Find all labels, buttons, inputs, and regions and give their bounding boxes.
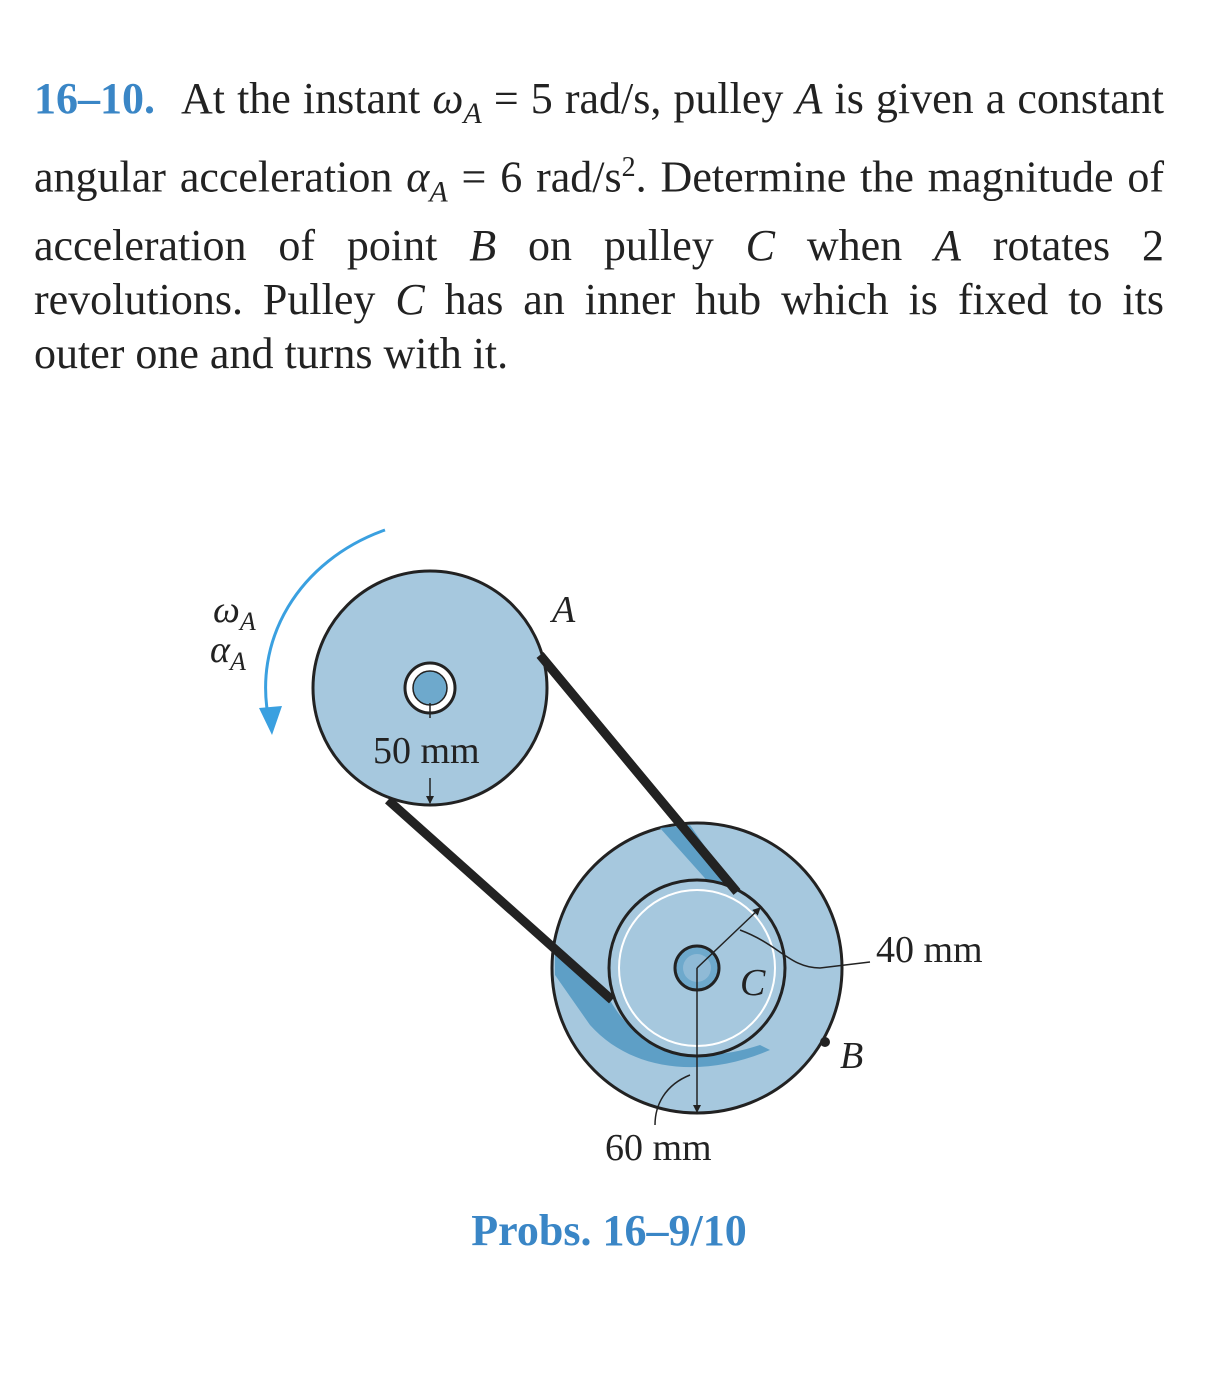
label-b: B [840, 1035, 864, 1077]
superscript-2: 2 [621, 151, 636, 183]
omega-symbol: ω [432, 74, 464, 123]
var-a: A [795, 74, 823, 123]
var-c-2: C [395, 275, 425, 325]
label-dim-40: 40 mm [876, 929, 983, 971]
text-1: At the instant [181, 74, 433, 123]
var-b: B [469, 221, 497, 271]
label-dim-50: 50 mm [373, 730, 480, 772]
text-3: is given a constant angular acceleration [34, 74, 1164, 202]
text-4: = 6 rad/s [447, 152, 622, 202]
text-5: . Determine the magnitude of acceleration of point [34, 152, 1165, 271]
text-2: = 5 rad/s, pulley [481, 74, 796, 123]
label-a: A [552, 589, 576, 631]
point-b [820, 1037, 830, 1047]
label-alpha-sub: A [229, 647, 246, 676]
label-alpha: $\alpha_A$ [210, 629, 246, 676]
rotation-arrowhead [259, 706, 282, 735]
figure-caption: Probs. 16–9/10 [471, 1206, 747, 1255]
var-a-2: A [934, 221, 961, 271]
problem-number: 16–10. [34, 74, 155, 123]
omega-subscript: A [463, 96, 482, 130]
text-8: rotates 2 revolutions. Pulley [34, 221, 1164, 325]
label-omega-sub: A [239, 607, 256, 636]
label-dim-60: 60 mm [605, 1127, 712, 1169]
text-6: on pulley [496, 221, 746, 271]
alpha-symbol: α [406, 152, 430, 202]
var-c: C [745, 221, 776, 271]
label-omega: $\omega_A$ [213, 589, 256, 636]
alpha-subscript: A [429, 175, 448, 209]
text-7: when [775, 221, 935, 271]
label-c: C [740, 962, 766, 1004]
text-9: has an inner hub which is fixed to its outer one and turns with it. [34, 275, 1164, 379]
pulley-a-axle-core [413, 671, 447, 705]
